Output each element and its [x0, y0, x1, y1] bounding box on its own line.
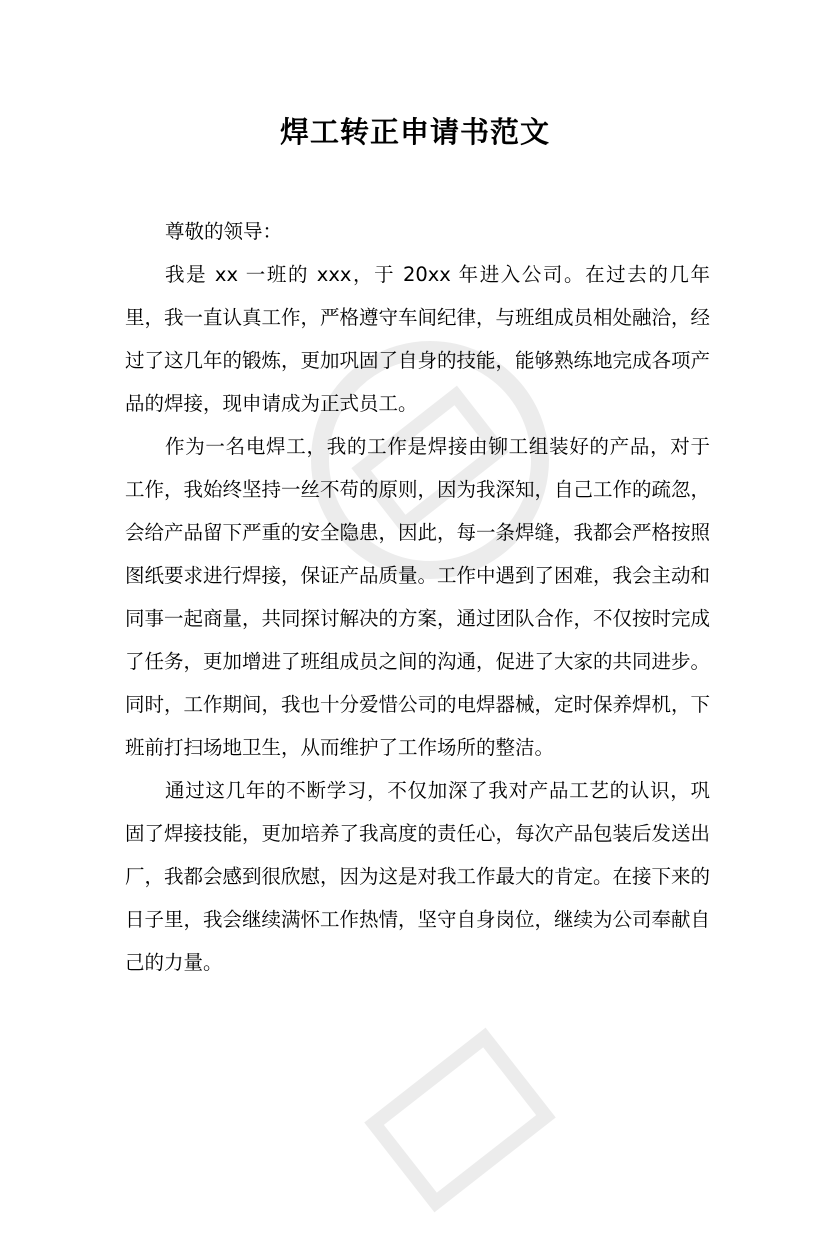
- page-title: 焊工转正申请书范文: [279, 115, 550, 149]
- paragraph: 通过这几年的不断学习，不仅加深了我对产品工艺的认识，巩固了焊接技能，更加培养了我高度的责任心，每次产品包装后发送出厂，我都会感到很欣慰，因为这是对我工作最大的肯定。在接下来的日子里，我会继续满怀工作热情，坚守自身岗位，继续为公司奉献自己的力量。: [125, 779, 711, 974]
- paragraph: 作为一名电焊工，我的工作是焊接由铆工组装好的产品，对于工作，我始终坚持一丝不苟的原则，因为我深知，自己工作的疏忽，会给产品留下严重的安全隐患，因此，每一条焊缝，我都会严格按照图纸要求进行焊接，保证产品质量。工作中遇到了困难，我会主动和同事一起商量，共同探讨解决的方案，通过团队合作，不仅按时完成了任务，更加增进了班组成员之间的沟通，促进了大家的共同进步。同时，工作期间，我也十分爱惜公司的电焊器械，定时保养焊机，下班前打扫场地卫生，从而维护了工作场所的整洁。: [125, 435, 711, 759]
- greeting: 尊敬的领导：: [165, 220, 283, 243]
- watermark-icon: [332, 995, 588, 1244]
- document-body: [125, 210, 710, 984]
- paragraph: 我是 xx 一班的 xxx，于 20xx 年进入公司。在过去的几年里，我一直认真工作，严格遵守车间纪律，与班组成员相处融洽，经过了这几年的锻炼，更加巩固了自身的技能，能够熟练地完成各项产品的焊接，现申请成为正式员工。: [125, 263, 711, 415]
